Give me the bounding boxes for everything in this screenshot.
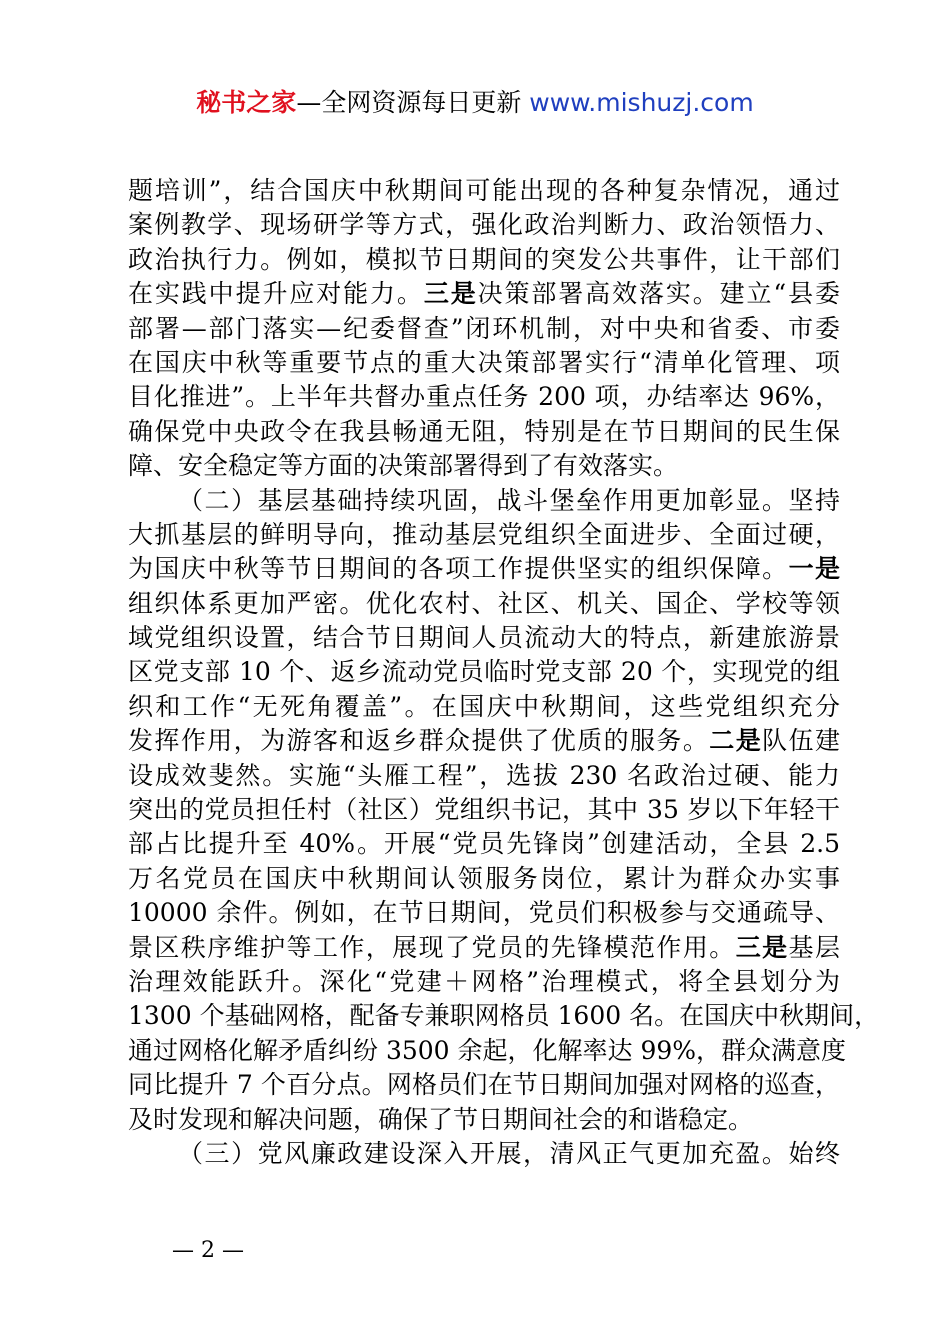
text-line [128, 999, 880, 1033]
site-url-link[interactable]: www.mishuzj.com [529, 88, 754, 117]
text-line [128, 896, 840, 930]
text-segment: 大抓基层的鲜明导向，推动基层党组织全面进步、全面过硬， [128, 519, 840, 549]
text-line [128, 346, 840, 380]
text-segment: 突出的党员担任村（社区）党组织书记，其中 35 岁以下年轻干 [128, 795, 840, 825]
text-line [128, 759, 840, 793]
text-segment: 通过网格化解矛盾纠纷 3500 余起，化解率达 99%，群众满意度 [128, 1035, 847, 1065]
text-line [128, 484, 840, 518]
brand-name: 秘书之家 [196, 88, 297, 117]
text-segment: 部署—部门落实—纪委督查”闭环机制，对中央和省委、市委 [128, 313, 840, 343]
text-line [128, 724, 840, 758]
text-line [128, 312, 840, 346]
page-number: — 2 — [172, 1238, 244, 1263]
text-segment: （三）党风廉政建设深入开展，清风正气更加充盈。始终 [178, 1138, 840, 1168]
text-line [128, 449, 840, 483]
bold-lead-phrase: 一是 [788, 554, 840, 584]
text-segment: 案例教学、现场研学等方式，强化政治判断力、政治领悟力、 [128, 210, 840, 240]
text-segment: 设成效斐然。实施“头雁工程”，选拔 230 名政治过硬、能力 [128, 760, 840, 790]
text-segment: 织和工作“无死角覆盖”。在国庆中秋期间，这些党组织充分 [128, 691, 840, 721]
text-segment: 障、安全稳定等方面的决策部署得到了有效落实。 [128, 451, 679, 481]
text-line [128, 1068, 840, 1102]
text-segment: 确保党中央政令在我县畅通无阻，特别是在节日期间的民生保 [128, 416, 840, 446]
bold-lead-phrase: 三是 [735, 932, 789, 962]
text-segment: 及时发现和解决问题，确保了节日期间社会的和谐稳定。 [128, 1104, 754, 1134]
text-line [128, 862, 840, 896]
text-segment: 景区秩序维护等工作，展现了党员的先锋模范作用。 [128, 932, 736, 962]
text-segment: 队伍建 [762, 726, 840, 756]
text-segment: 万名党员在国庆中秋期间认领服务岗位，累计为群众办实事 [128, 863, 840, 893]
text-line [128, 793, 840, 827]
text-segment: （二）基层基础持续巩固，战斗堡垒作用更加彰显。坚持 [178, 485, 840, 515]
text-segment: 组织体系更加严密。优化农村、社区、机关、国企、学校等领 [128, 588, 840, 618]
text-line [128, 552, 840, 586]
text-line [128, 415, 840, 449]
bold-lead-phrase: 三是 [423, 279, 478, 309]
text-line [128, 243, 840, 277]
text-line [128, 518, 840, 552]
bold-lead-phrase: 二是 [709, 726, 763, 756]
banner-slogan: —全网资源每日更新 [296, 88, 530, 117]
text-line [128, 827, 840, 861]
text-segment: 题培训”，结合国庆中秋期间可能出现的各种复杂情况，通过 [128, 176, 840, 205]
text-segment: 在国庆中秋等重要节点的重大决策部署实行“清单化管理、项 [128, 347, 840, 377]
text-line [128, 208, 840, 242]
text-segment: 域党组织设置，结合节日期间人员流动大的特点，新建旅游景 [128, 623, 840, 653]
text-line [128, 931, 840, 965]
text-line [128, 1103, 840, 1137]
text-line [128, 277, 840, 311]
text-line [128, 1034, 847, 1068]
text-segment: 为国庆中秋等节日期间的各项工作提供坚实的组织保障。 [128, 554, 789, 584]
text-segment: 10000 余件。例如，在节日期间，党员们积极参与交通疏导、 [128, 898, 840, 928]
text-line [128, 690, 840, 724]
text-segment: 部占比提升至 40%。开展“党员先锋岗”创建活动，全县 2.5 [128, 829, 840, 859]
text-segment: 区党支部 10 个、返乡流动党员临时党支部 20 个，实现党的组 [128, 657, 840, 687]
text-line [128, 655, 840, 689]
text-line [128, 621, 840, 655]
text-line [128, 587, 840, 621]
text-line [128, 1137, 840, 1171]
text-segment: 目化推进”。上半年共督办重点任务 200 项，办结率达 96%， [128, 382, 840, 412]
text-line [128, 380, 840, 414]
text-segment: 1300 个基础网格，配备专兼职网格员 1600 名。在国庆中秋期间， [128, 1001, 880, 1031]
text-segment: 同比提升 7 个百分点。网格员们在节日期间加强对网格的巡查， [128, 1070, 840, 1100]
text-segment: 在实践中提升应对能力。 [128, 279, 424, 309]
text-segment: 决策部署高效落实。建立“县委 [477, 279, 840, 309]
text-segment: 政治执行力。例如，模拟节日期间的突发公共事件，让干部们 [128, 244, 840, 274]
document-body [128, 174, 880, 1171]
text-line [128, 965, 840, 999]
text-segment: 基层 [788, 932, 840, 962]
text-line [128, 174, 840, 208]
text-segment: 治理效能跃升。深化“党建＋网格”治理模式，将全县划分为 [128, 966, 840, 996]
site-banner [0, 86, 950, 120]
text-segment: 发挥作用，为游客和返乡群众提供了优质的服务。 [128, 726, 710, 756]
